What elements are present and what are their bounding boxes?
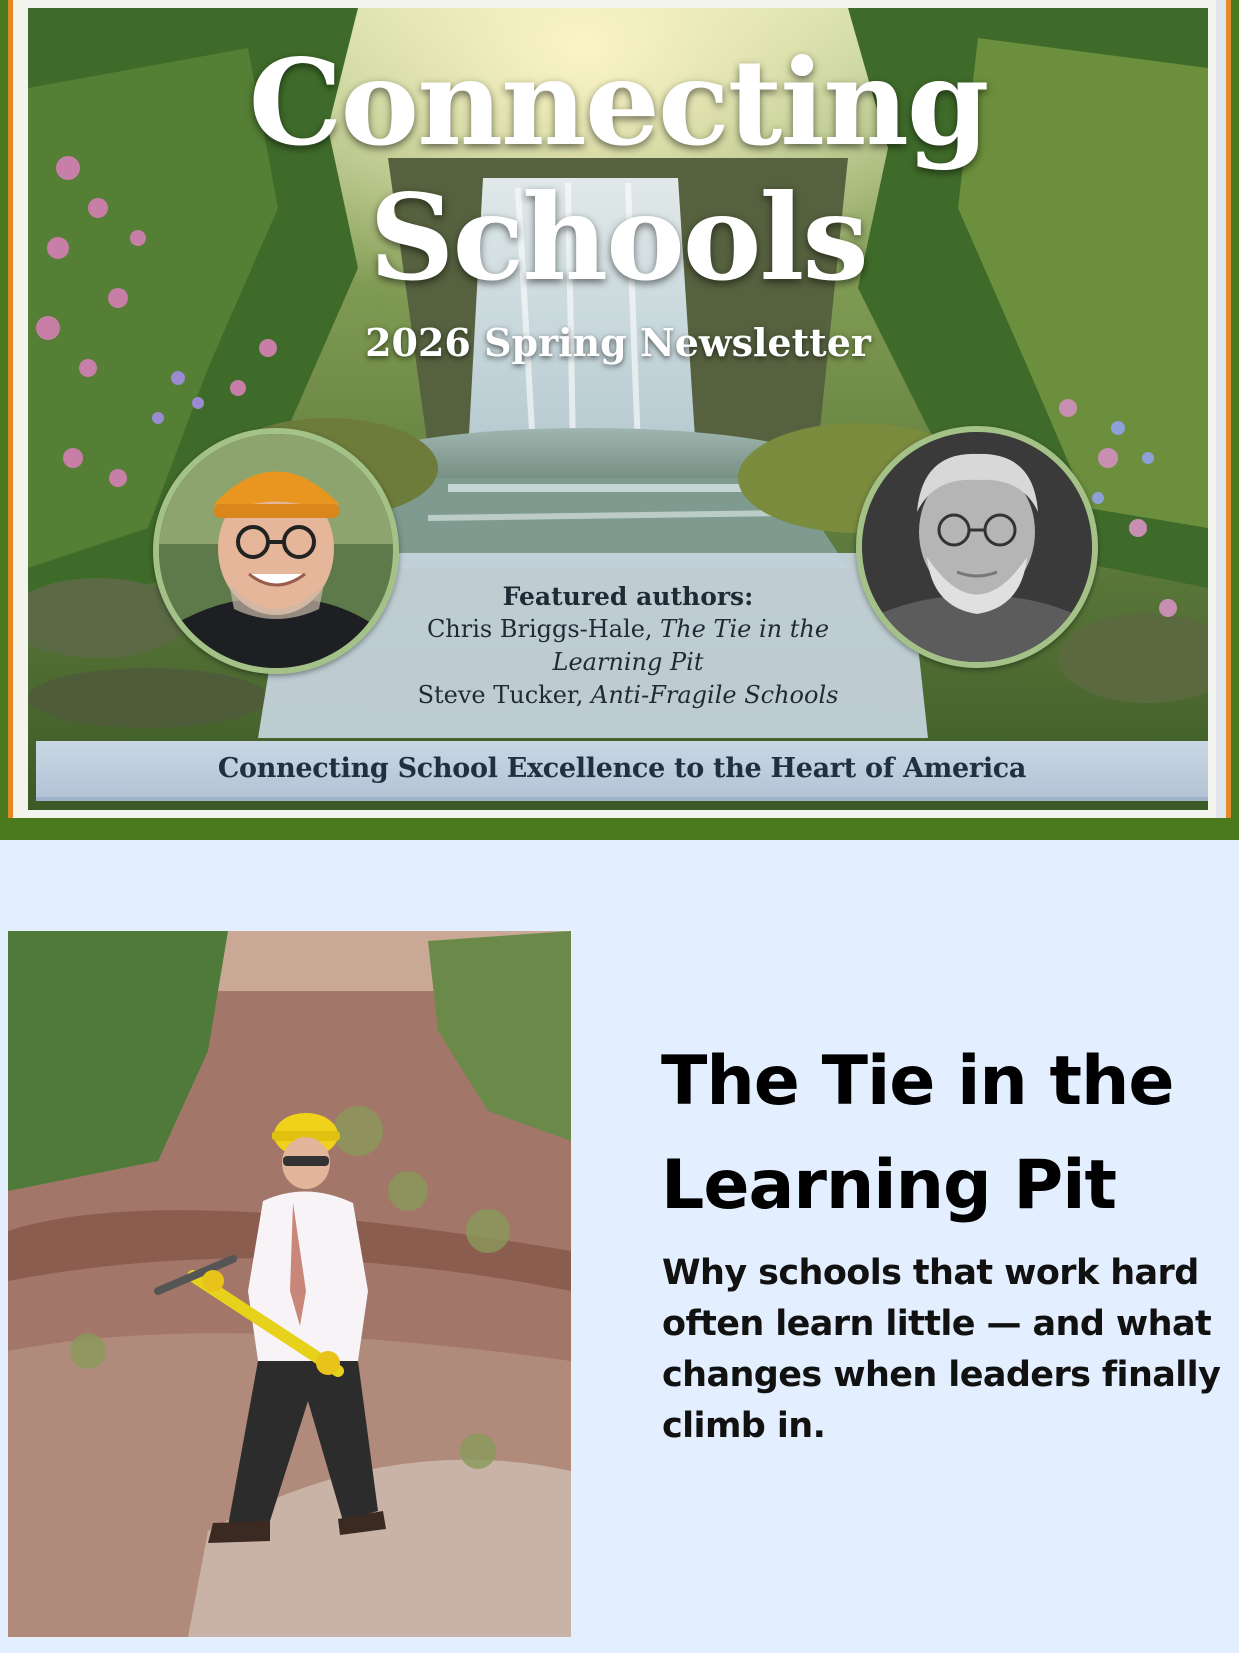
featured-authors — [392, 580, 864, 712]
author-1-book-line2-row — [392, 646, 864, 679]
article-title-line1: The Tie in the — [661, 1042, 1174, 1121]
banner-stripe-left-inner — [13, 0, 20, 818]
author-2-name: Steve Tucker, — [417, 681, 591, 709]
newsletter-title-line1: Connecting — [248, 33, 988, 172]
author-1-photo — [159, 434, 393, 668]
author-1-book-line2: Learning Pit — [552, 648, 704, 676]
article-title-line2: Learning Pit — [661, 1146, 1117, 1225]
banner-stripe-right-inner — [1216, 0, 1226, 818]
article-title — [661, 1030, 1221, 1238]
banner-artwork — [28, 8, 1208, 810]
author-1-name: Chris Briggs-Hale, — [426, 615, 661, 643]
tagline: Connecting School Excellence to the Heart of America — [217, 753, 1027, 784]
man-with-pickaxe-image — [8, 931, 571, 1637]
author-2 — [392, 679, 864, 712]
newsletter-title-line2: Schools — [369, 168, 867, 307]
author-1 — [392, 613, 864, 646]
author-2-photo — [862, 432, 1092, 662]
banner-stripe-right — [1226, 0, 1231, 818]
author-2-book: Anti-Fragile Schools — [591, 681, 839, 709]
article-photo — [8, 931, 571, 1637]
featured-authors-heading: Featured authors: — [502, 582, 754, 611]
author-1-book-line1: The Tie in the — [660, 615, 830, 643]
banner — [8, 0, 1231, 818]
newsletter-edition: 2026 Spring Newsletter — [365, 320, 871, 365]
author-2-portrait — [856, 426, 1098, 668]
article-subtitle: Why schools that work hard often learn little — and what changes when leaders finally climb in. — [662, 1253, 1221, 1446]
tagline-bar — [36, 741, 1208, 801]
author-1-portrait — [153, 428, 399, 674]
